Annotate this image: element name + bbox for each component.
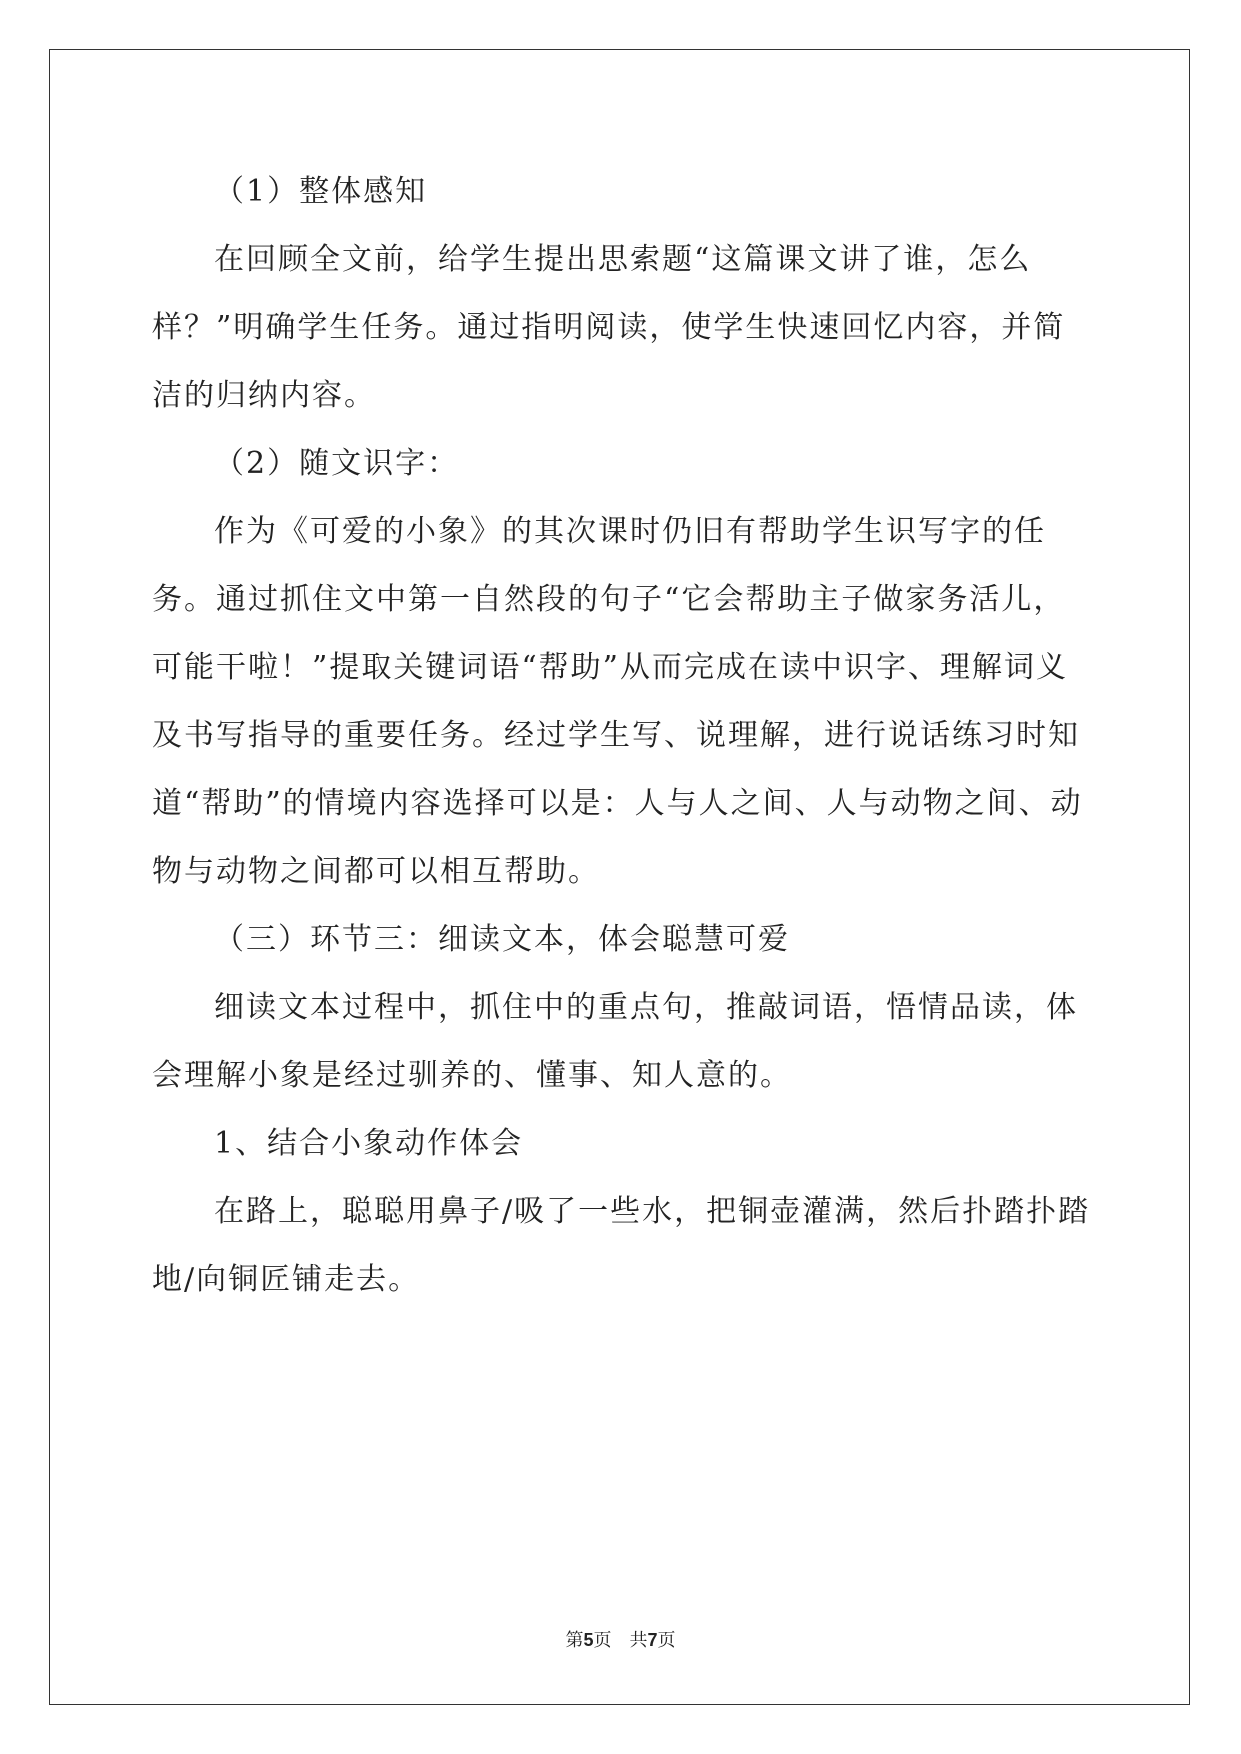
footer-total-number: 7 xyxy=(647,1630,658,1650)
footer-page-prefix: 第 xyxy=(565,1630,584,1651)
footer-page-number: 5 xyxy=(583,1630,594,1650)
paragraph-close-reading: 细读文本过程中，抓住中的重点句，推敲词语，悟情品读，体会理解小象是经过驯养的、懂事、知人意的。 xyxy=(152,990,1078,1093)
subheading-elephant-actions: 1、结合小象动作体会 xyxy=(214,1126,524,1161)
paragraph-review-text: 在回顾全文前，给学生提出思索题“这篇课文讲了谁，怎么样？”明确学生任务。通过指明阅读，使学生快速回忆内容，并简洁的归纳内容。 xyxy=(152,242,1066,413)
paragraph-character-learning: 作为《可爱的小象》的其次课时仍旧有帮助学生识写字的任务。通过抓住文中第一自然段的句子“它会帮助主子做家务活儿，可能干啦！”提取关键词语“帮助”从而完成在读中识字、理解词义及书写指导的重要任务。经过学生写、说理解，进行说话练习时知道“帮助”的情境内容选择可以是：人与人之间、人与动物之间、动物与动物之间都可以相互帮助。 xyxy=(152,514,1083,889)
footer-total-suffix: 页 xyxy=(657,1630,676,1651)
section-heading-character-learning: （2）随文识字： xyxy=(214,446,460,481)
page-footer xyxy=(0,1626,1241,1652)
section-heading-step-three: （三）环节三：细读文本，体会聪慧可爱 xyxy=(214,922,790,957)
paragraph-example-sentence: 在路上，聪聪用鼻子/吸了一些水，把铜壶灌满，然后扑踏扑踏地/向铜匠铺走去。 xyxy=(152,1194,1091,1297)
footer-total-prefix: 共 xyxy=(629,1630,648,1651)
footer-page-suffix: 页 xyxy=(593,1630,612,1651)
document-body xyxy=(152,158,1092,1314)
section-heading-overall-perception: （1）整体感知 xyxy=(214,174,428,209)
